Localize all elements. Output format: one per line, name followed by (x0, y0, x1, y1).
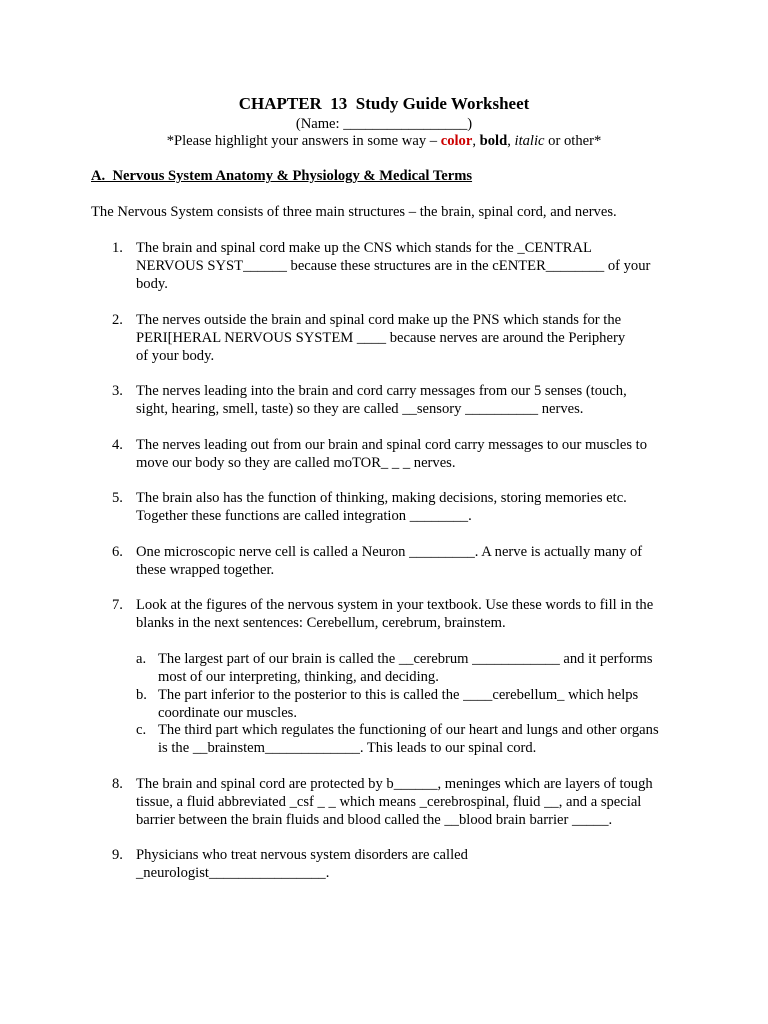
page-title: CHAPTER 13 Study Guide Worksheet (238, 94, 530, 113)
question-line: PERI[HERAL NERVOUS SYSTEM ____ because nerves are around the Periphery (136, 330, 626, 346)
intro-paragraph: The Nervous System consists of three main structures – the brain, spinal cord, and nerves. (91, 204, 617, 220)
sub-question-line: coordinate our muscles. (158, 705, 298, 721)
sub-question-line: most of our interpreting, thinking, and deciding. (158, 669, 439, 685)
question-line: _neurologist________________. (136, 865, 330, 881)
question-number: 9. (112, 847, 123, 863)
question-text (136, 846, 681, 882)
instruction-sep-1: , (472, 133, 480, 149)
sub-question-line: The part inferior to the posterior to this is called the ____cerebellum_ which helps (158, 687, 639, 703)
question-text (136, 311, 681, 365)
question-text (136, 436, 681, 472)
section-heading: A. Nervous System Anatomy & Physiology & Medical Terms (91, 168, 473, 184)
instruction-prefix: *Please highlight your answers in some way – (166, 133, 441, 149)
question-text (136, 382, 681, 418)
question-text (136, 489, 681, 525)
sub-question-line: The largest part of our brain is called the __cerebrum ____________ and it performs (158, 651, 653, 667)
question-number: 2. (112, 312, 123, 328)
sub-question-line: is the __brainstem_____________. This leads to our spinal cord. (158, 740, 537, 756)
sub-question-line: The third part which regulates the functioning of our heart and lungs and other organs (158, 722, 659, 738)
question-line: of your body. (136, 348, 215, 364)
question-number: 1. (112, 240, 123, 256)
name-line: (Name: _________________) (295, 116, 473, 132)
question-line: Look at the figures of the nervous system in your textbook. Use these words to fill in the (136, 597, 654, 613)
question-line: sight, hearing, smell, taste) so they are called __sensory __________ nerves. (136, 401, 584, 417)
question-line: The nerves leading into the brain and cord carry messages from our 5 senses (touch, (136, 383, 627, 399)
question-text (136, 543, 681, 579)
instruction-color-word: color (440, 133, 473, 149)
question-number: 5. (112, 490, 123, 506)
sub-question-letter: c. (136, 722, 147, 738)
sub-question-letter: b. (136, 687, 147, 703)
question-line: barrier between the brain fluids and blood called the __blood brain barrier _____. (136, 812, 613, 828)
question-number: 8. (112, 776, 123, 792)
instruction-bold-word: bold (479, 133, 508, 149)
sub-question-text (158, 721, 680, 757)
instruction-italic-word: italic (514, 133, 545, 149)
question-line: move our body so they are called moTOR_ _ _ nerves. (136, 455, 456, 471)
question-line: Physicians who treat nervous system disorders are called (136, 847, 468, 863)
question-line: NERVOUS SYST______ because these structures are in the cENTER________ of your (136, 258, 651, 274)
question-line: The brain and spinal cord are protected by b______, meninges which are layers of tough (136, 776, 653, 792)
question-number: 7. (112, 597, 123, 613)
question-line: these wrapped together. (136, 562, 275, 578)
question-line: blanks in the next sentences: Cerebellum, cerebrum, brainstem. (136, 615, 506, 631)
sub-question-text (158, 686, 680, 722)
question-line: body. (136, 276, 168, 292)
sub-question-letter: a. (136, 651, 147, 667)
question-line: tissue, a fluid abbreviated _csf _ _ which means _cerebrospinal, fluid __, and a special (136, 794, 642, 810)
question-number: 4. (112, 437, 123, 453)
highlight-instruction (0, 132, 768, 150)
question-line: The nerves leading out from our brain and spinal cord carry messages to our muscles to (136, 437, 648, 453)
instruction-sep-2: , (507, 133, 515, 149)
question-line: One microscopic nerve cell is called a Neuron _________. A nerve is actually many of (136, 544, 643, 560)
sub-question-text (158, 650, 680, 686)
question-line: Together these functions are called integration ________. (136, 508, 472, 524)
question-number: 6. (112, 544, 123, 560)
question-line: The brain and spinal cord make up the CNS which stands for the _CENTRAL (136, 240, 592, 256)
question-line: The nerves outside the brain and spinal cord make up the PNS which stands for the (136, 312, 622, 328)
question-line: The brain also has the function of thinking, making decisions, storing memories etc. (136, 490, 627, 506)
question-number: 3. (112, 383, 123, 399)
question-text (136, 596, 681, 632)
question-text (136, 239, 681, 293)
question-text (136, 775, 681, 829)
instruction-suffix: or other* (544, 133, 602, 149)
